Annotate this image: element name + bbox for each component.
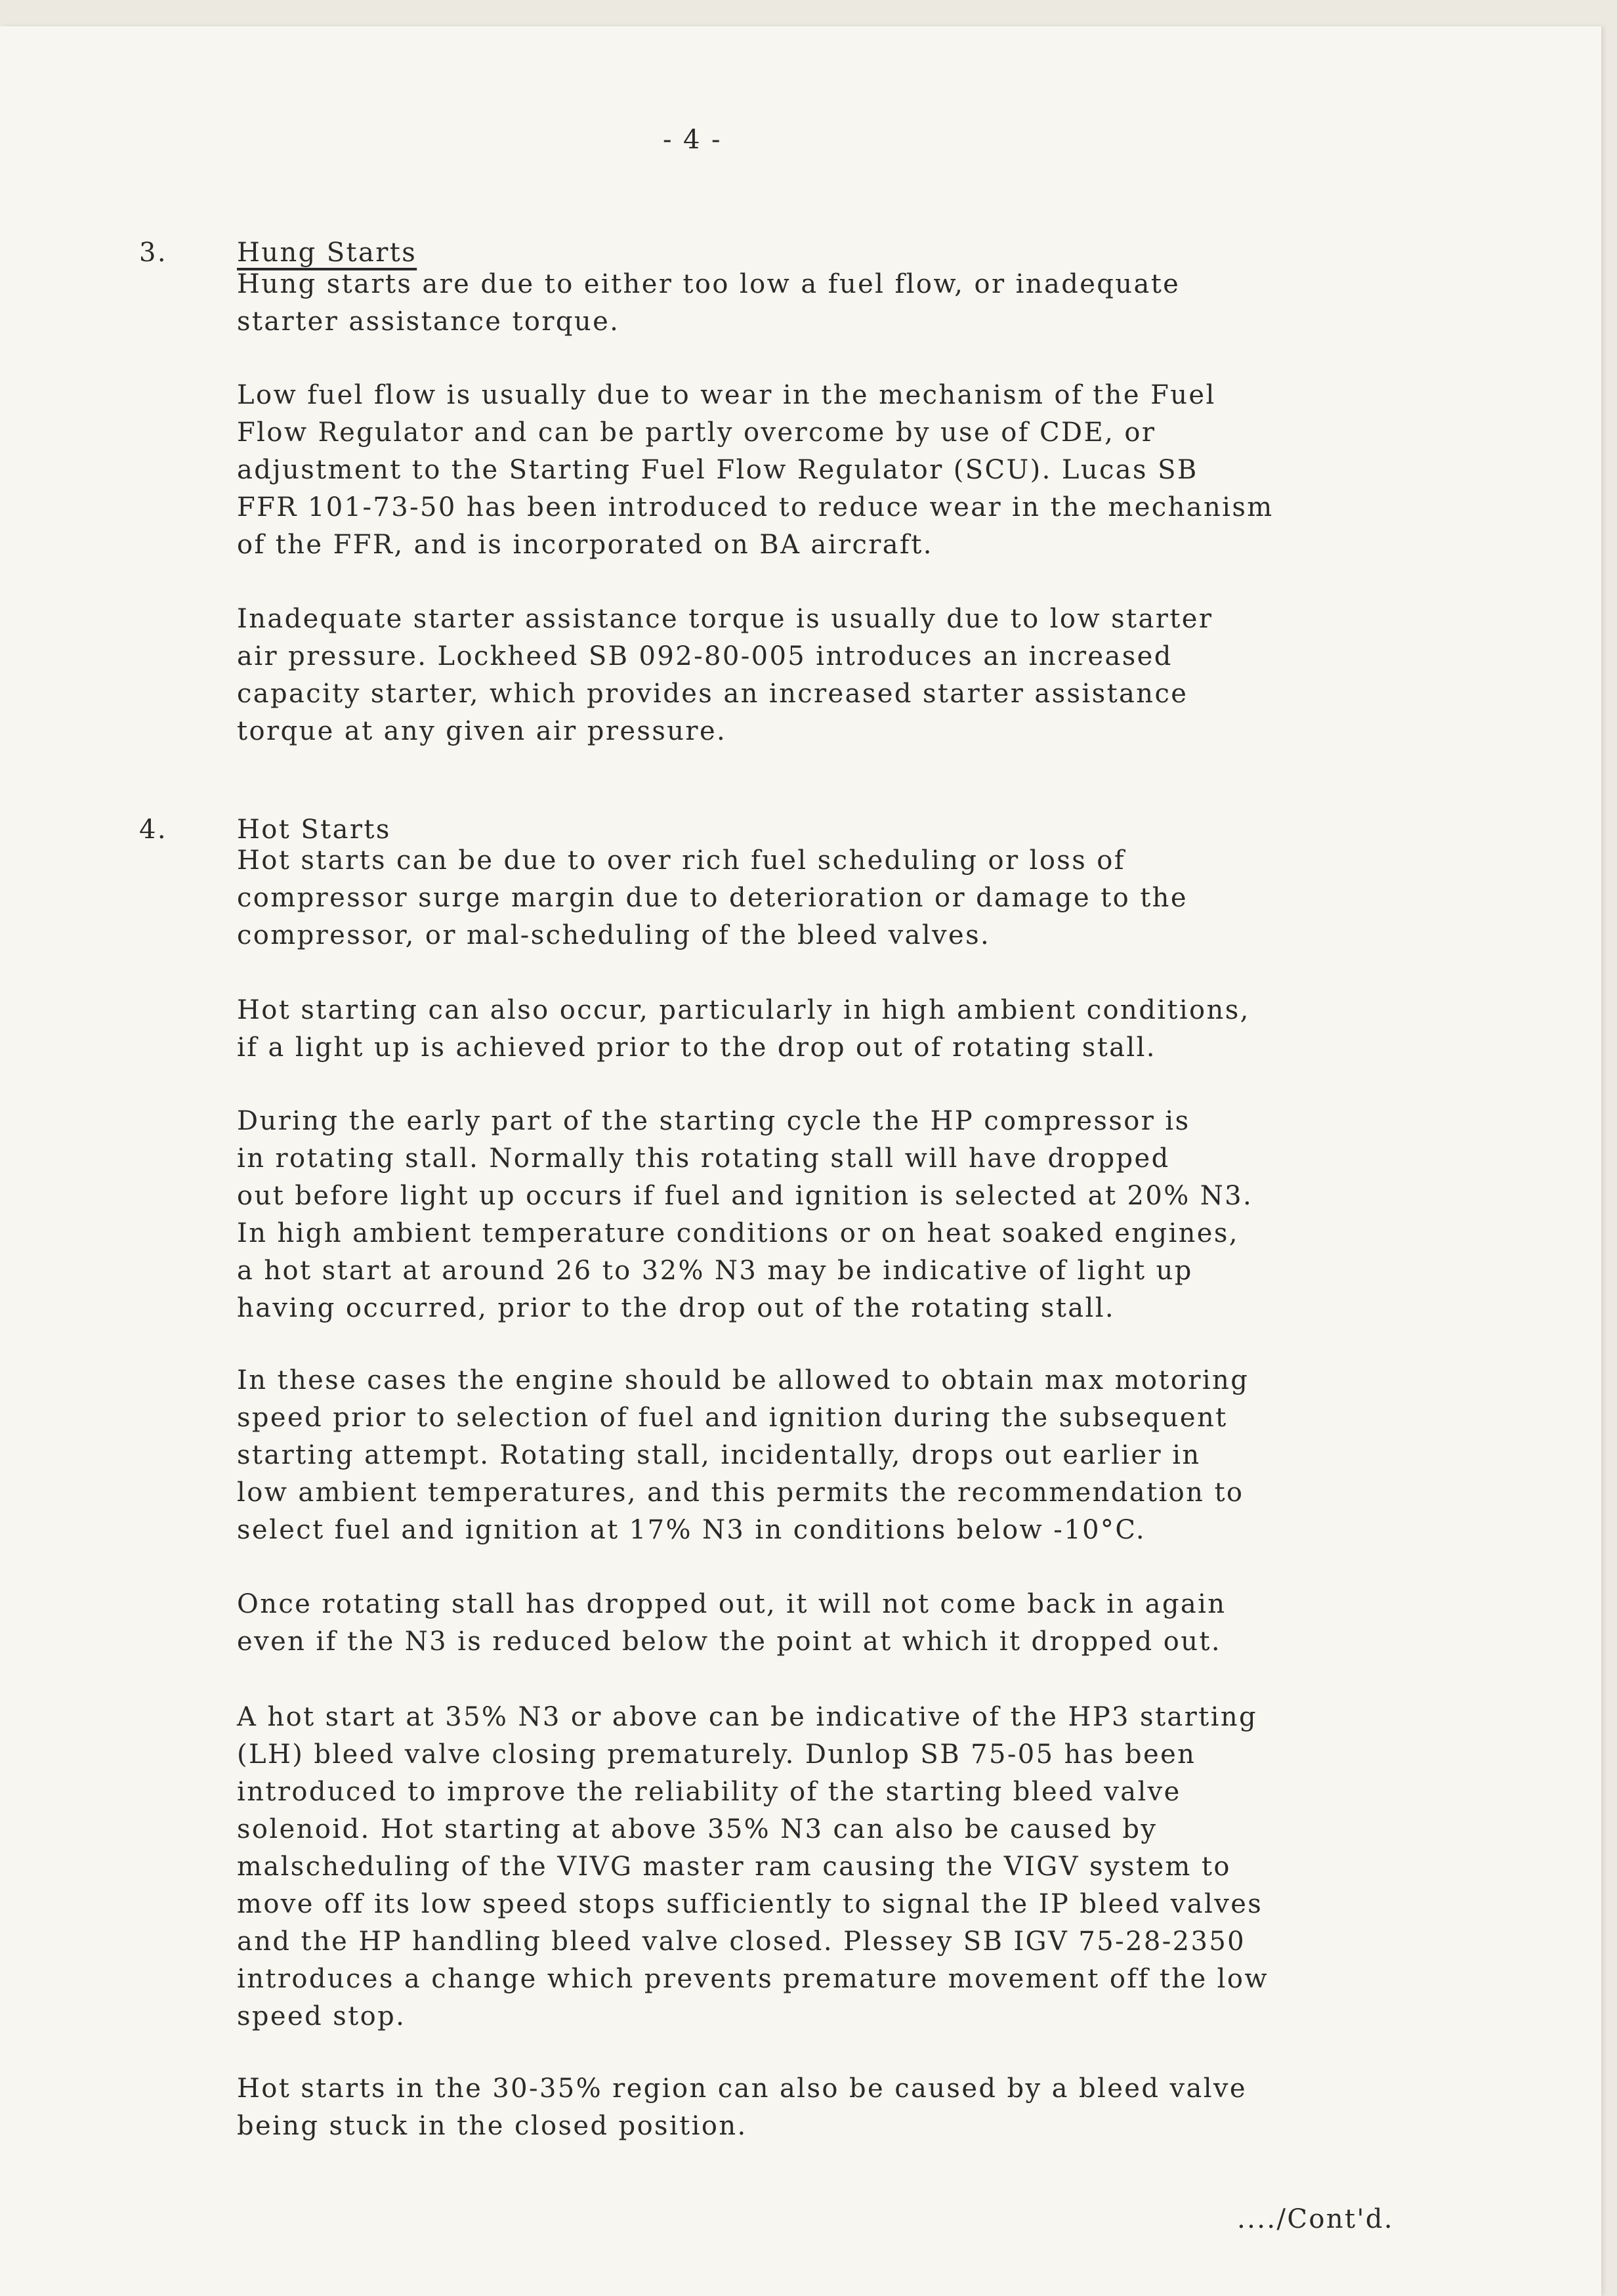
text-line: move off its low speed stops sufficiently to signal the IP bleed valves xyxy=(237,1889,1263,1919)
text-line: even if the N3 is reduced below the point at which it dropped out. xyxy=(237,1626,1222,1657)
text-line: solenoid. Hot starting at above 35% N3 can also be caused by xyxy=(237,1814,1158,1844)
text-line: (LH) bleed valve closing prematurely. Dunlop SB 75-05 has been xyxy=(237,1739,1196,1770)
paragraph xyxy=(237,992,1250,1067)
section-heading: Hung Starts xyxy=(237,238,417,268)
text-line: adjustment to the Starting Fuel Flow Regulator (SCU). Lucas SB xyxy=(237,455,1198,485)
text-line: a hot start at around 26 to 32% N3 may be indicative of light up xyxy=(237,1256,1193,1286)
text-line: introduced to improve the reliability of the starting bleed valve xyxy=(237,1777,1181,1807)
text-line: speed stop. xyxy=(237,2001,406,2031)
section-number: 3. xyxy=(139,238,167,268)
text-line: During the early part of the starting cycle the HP compressor is xyxy=(237,1106,1190,1136)
text-line: and the HP handling bleed valve closed. Plessey SB IGV 75-28-2350 xyxy=(237,1926,1246,1957)
text-line: being stuck in the closed position. xyxy=(237,2111,747,2141)
text-line: out before light up occurs if fuel and ignition is selected at 20% N3. xyxy=(237,1181,1253,1211)
text-line: A hot start at 35% N3 or above can be indicative of the HP3 starting xyxy=(237,1702,1258,1732)
text-line: In high ambient temperature conditions or on heat soaked engines, xyxy=(237,1218,1239,1248)
page-number: - 4 - xyxy=(663,125,722,155)
text-line: Hot starts can be due to over rich fuel scheduling or loss of xyxy=(237,845,1125,876)
text-line: torque at any given air pressure. xyxy=(237,716,727,746)
text-line: Low fuel flow is usually due to wear in the mechanism of the Fuel xyxy=(237,380,1216,410)
text-line: if a light up is achieved prior to the drop out of rotating stall. xyxy=(237,1032,1156,1063)
text-line: introduces a change which prevents premature movement off the low xyxy=(237,1964,1269,1994)
text-line: Inadequate starter assistance torque is usually due to low starter xyxy=(237,604,1213,634)
text-line: select fuel and ignition at 17% N3 in conditions below -10°C. xyxy=(237,1515,1146,1545)
paragraph xyxy=(237,2070,1247,2145)
text-line: Once rotating stall has dropped out, it will not come back in again xyxy=(237,1589,1227,1619)
paragraph xyxy=(237,266,1180,341)
text-line: FFR 101-73-50 has been introduced to reduce wear in the mechanism xyxy=(237,492,1274,522)
text-line: starter assistance torque. xyxy=(237,307,620,337)
paragraph xyxy=(237,377,1274,564)
section-heading: Hot Starts xyxy=(237,815,391,845)
text-line: having occurred, prior to the drop out of the rotating stall. xyxy=(237,1293,1116,1323)
text-line: of the FFR, and is incorporated on BA aircraft. xyxy=(237,530,933,560)
paragraph xyxy=(237,1362,1249,1549)
text-line: compressor surge margin due to deterioration or damage to the xyxy=(237,883,1188,913)
text-line: in rotating stall. Normally this rotating stall will have dropped xyxy=(237,1143,1170,1174)
paragraph xyxy=(237,601,1213,750)
paragraph xyxy=(237,842,1188,954)
document-page xyxy=(0,26,1601,2296)
continuation-note: ..../Cont'd. xyxy=(1237,2204,1394,2234)
paragraph xyxy=(237,1586,1226,1661)
text-line: starting attempt. Rotating stall, incidentally, drops out earlier in xyxy=(237,1440,1201,1470)
paragraph xyxy=(237,1699,1269,2035)
text-line: In these cases the engine should be allowed to obtain max motoring xyxy=(237,1365,1250,1395)
text-line: capacity starter, which provides an increased starter assistance xyxy=(237,679,1188,709)
text-line: malscheduling of the VIVG master ram causing the VIGV system to xyxy=(237,1852,1231,1882)
text-line: Hot starting can also occur, particularly in high ambient conditions, xyxy=(237,995,1250,1025)
text-line: Flow Regulator and can be partly overcome by use of CDE, or xyxy=(237,417,1156,448)
text-line: Hung starts are due to either too low a fuel flow, or inadequate xyxy=(237,269,1181,299)
section-number: 4. xyxy=(139,815,167,845)
paragraph xyxy=(237,1103,1253,1327)
text-line: compressor, or mal-scheduling of the bleed valves. xyxy=(237,920,991,950)
text-line: low ambient temperatures, and this permits the recommendation to xyxy=(237,1478,1244,1508)
text-line: Hot starts in the 30-35% region can also be caused by a bleed valve xyxy=(237,2073,1247,2104)
text-line: speed prior to selection of fuel and ignition during the subsequent xyxy=(237,1403,1228,1433)
text-line: air pressure. Lockheed SB 092-80-005 introduces an increased xyxy=(237,641,1173,671)
